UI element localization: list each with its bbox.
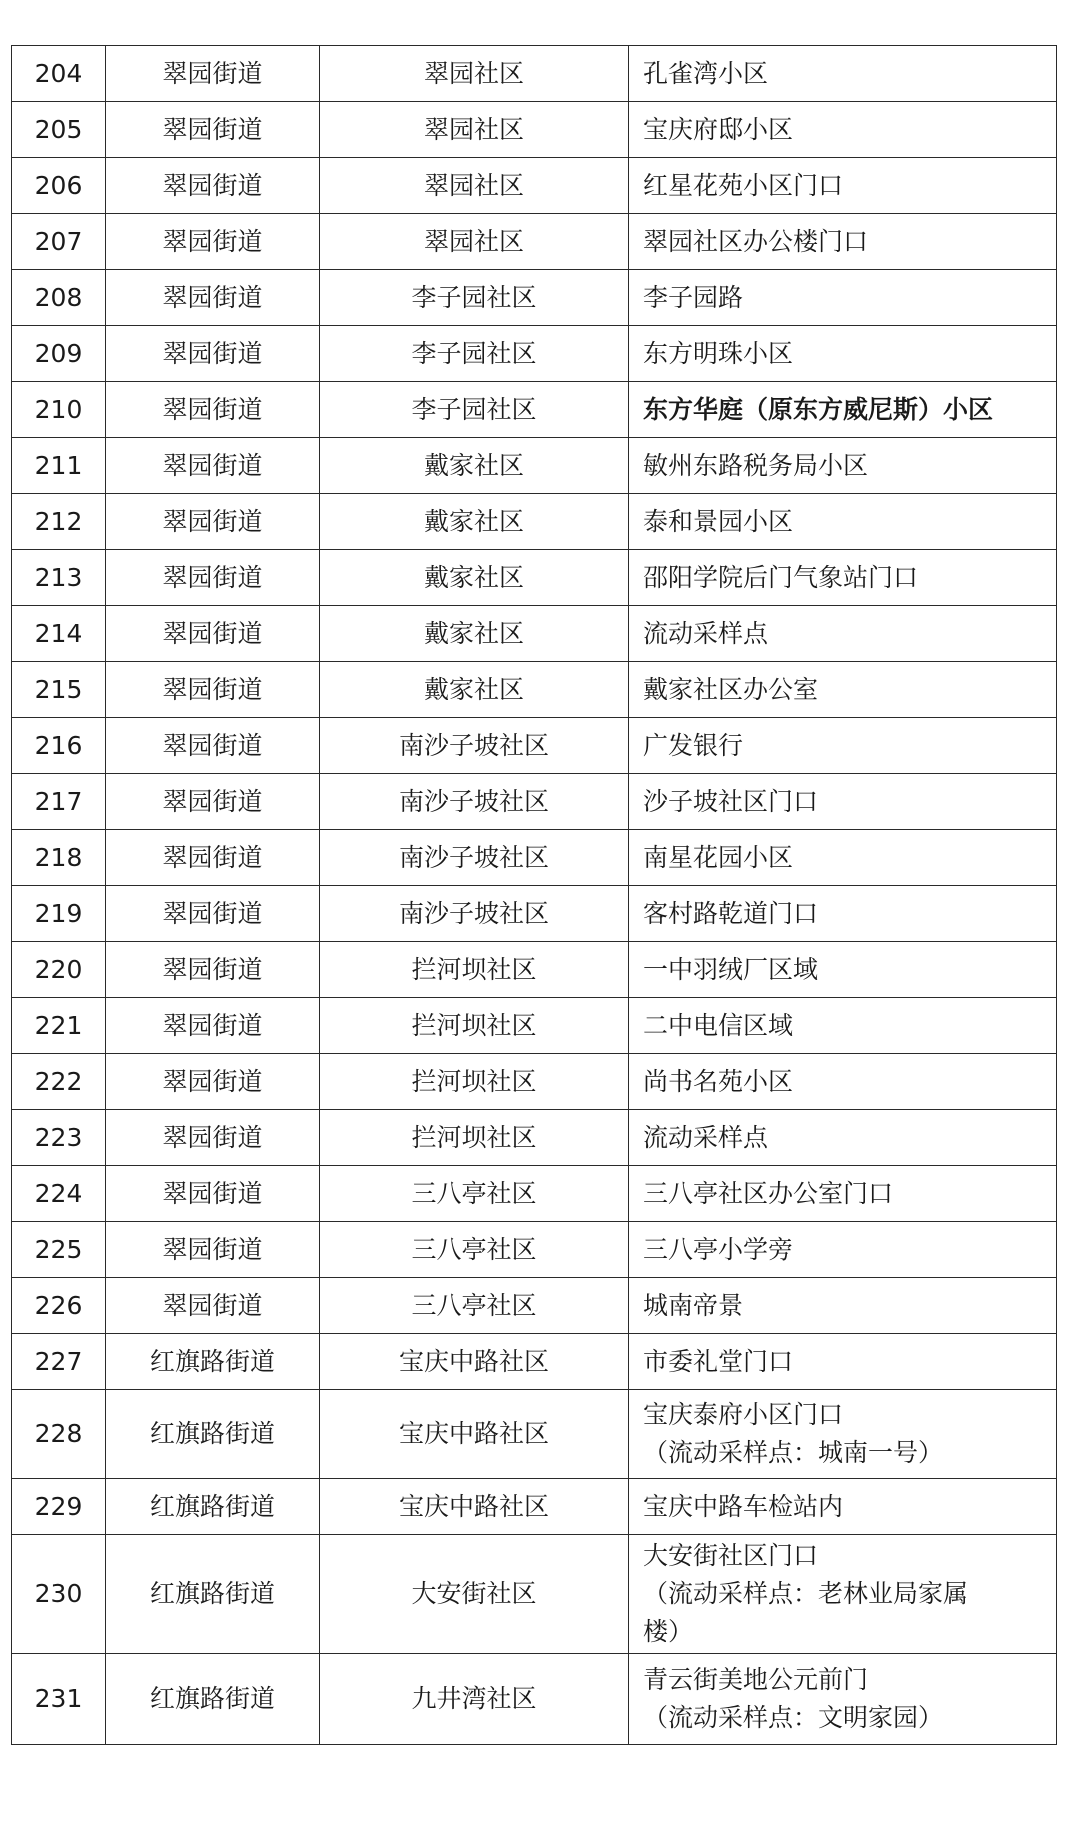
street-cell: 翠园街道 <box>106 942 320 998</box>
community-cell: 李子园社区 <box>320 270 629 326</box>
table-row <box>12 830 1057 886</box>
community-cell: 李子园社区 <box>320 382 629 438</box>
row-number-cell: 222 <box>12 1054 106 1110</box>
community-cell: 拦河坝社区 <box>320 1110 629 1166</box>
sampling-site-cell <box>629 1278 1057 1334</box>
street-cell: 翠园街道 <box>106 550 320 606</box>
table-row <box>12 1054 1057 1110</box>
sampling-site-table <box>11 45 1057 1745</box>
street-cell: 红旗路街道 <box>106 1654 320 1745</box>
row-number-cell: 204 <box>12 46 106 102</box>
community-cell: 宝庆中路社区 <box>320 1479 629 1535</box>
row-number-cell: 212 <box>12 494 106 550</box>
street-cell: 翠园街道 <box>106 158 320 214</box>
sampling-site-line: 流动采样点 <box>643 618 769 648</box>
sampling-site-line: 三八亭社区办公室门口 <box>643 1178 894 1208</box>
row-number-cell: 216 <box>12 718 106 774</box>
street-cell: 翠园街道 <box>106 382 320 438</box>
row-number-cell: 218 <box>12 830 106 886</box>
sampling-site-cell <box>629 214 1057 270</box>
community-cell: 李子园社区 <box>320 326 629 382</box>
table-row <box>12 550 1057 606</box>
community-cell: 戴家社区 <box>320 662 629 718</box>
community-cell: 拦河坝社区 <box>320 942 629 998</box>
row-number-cell: 217 <box>12 774 106 830</box>
table-row <box>12 1110 1057 1166</box>
sampling-site-line: 城南帝景 <box>643 1290 744 1320</box>
table-row <box>12 718 1057 774</box>
row-number-cell: 214 <box>12 606 106 662</box>
community-cell: 南沙子坡社区 <box>320 718 629 774</box>
row-number-cell: 213 <box>12 550 106 606</box>
street-cell: 翠园街道 <box>106 1166 320 1222</box>
sampling-site-cell <box>629 550 1057 606</box>
street-cell: 翠园街道 <box>106 102 320 158</box>
sampling-site-cell <box>629 1479 1057 1535</box>
community-cell: 翠园社区 <box>320 102 629 158</box>
community-cell: 南沙子坡社区 <box>320 830 629 886</box>
row-number-cell: 209 <box>12 326 106 382</box>
sampling-site-cell <box>629 382 1057 438</box>
community-cell: 戴家社区 <box>320 550 629 606</box>
row-number-cell: 230 <box>12 1535 106 1654</box>
community-cell: 三八亭社区 <box>320 1278 629 1334</box>
community-cell: 戴家社区 <box>320 606 629 662</box>
sampling-site-cell <box>629 1535 1057 1654</box>
street-cell: 翠园街道 <box>106 606 320 662</box>
sampling-site-cell <box>629 158 1057 214</box>
sampling-site-line: 楼） <box>643 1617 694 1646</box>
community-cell: 大安街社区 <box>320 1535 629 1654</box>
table-row <box>12 998 1057 1054</box>
row-number-cell: 229 <box>12 1479 106 1535</box>
community-cell: 拦河坝社区 <box>320 1054 629 1110</box>
community-cell: 南沙子坡社区 <box>320 886 629 942</box>
sampling-site-line: （流动采样点：老林业局家属 <box>643 1579 969 1608</box>
sampling-site-cell <box>629 1166 1057 1222</box>
sampling-site-cell <box>629 1654 1057 1745</box>
sampling-site-cell <box>629 662 1057 718</box>
street-cell: 翠园街道 <box>106 886 320 942</box>
sampling-site-cell <box>629 942 1057 998</box>
row-number-cell: 226 <box>12 1278 106 1334</box>
table-row <box>12 1166 1057 1222</box>
row-number-cell: 231 <box>12 1654 106 1745</box>
sampling-site-cell <box>629 998 1057 1054</box>
table-row <box>12 438 1057 494</box>
table-row <box>12 1334 1057 1390</box>
sampling-site-line: 东方华庭（原东方威尼斯）小区 <box>643 394 994 424</box>
sampling-site-cell <box>629 606 1057 662</box>
table-row <box>12 662 1057 718</box>
sampling-site-cell <box>629 102 1057 158</box>
sampling-site-line: 戴家社区办公室 <box>643 674 819 704</box>
table-row <box>12 942 1057 998</box>
row-number-cell: 228 <box>12 1390 106 1479</box>
row-number-cell: 219 <box>12 886 106 942</box>
street-cell: 翠园街道 <box>106 214 320 270</box>
table-row <box>12 46 1057 102</box>
sampling-site-cell <box>629 830 1057 886</box>
street-cell: 翠园街道 <box>106 1222 320 1278</box>
sampling-site-cell <box>629 1110 1057 1166</box>
sampling-site-cell <box>629 718 1057 774</box>
table-row <box>12 606 1057 662</box>
row-number-cell: 206 <box>12 158 106 214</box>
table-row <box>12 1390 1057 1479</box>
sampling-site-line: （流动采样点：城南一号） <box>643 1438 944 1467</box>
sampling-site-line: 翠园社区办公楼门口 <box>643 226 869 256</box>
sampling-site-line: 尚书名苑小区 <box>643 1066 794 1096</box>
sampling-site-line: 三八亭小学旁 <box>643 1234 794 1264</box>
sampling-site-cell <box>629 46 1057 102</box>
community-cell: 九井湾社区 <box>320 1654 629 1745</box>
street-cell: 翠园街道 <box>106 438 320 494</box>
sampling-site-line: 流动采样点 <box>643 1122 769 1152</box>
community-cell: 戴家社区 <box>320 438 629 494</box>
row-number-cell: 208 <box>12 270 106 326</box>
sampling-site-line: 敏州东路税务局小区 <box>643 450 869 480</box>
table-row <box>12 326 1057 382</box>
community-cell: 翠园社区 <box>320 46 629 102</box>
community-cell: 南沙子坡社区 <box>320 774 629 830</box>
community-cell: 宝庆中路社区 <box>320 1390 629 1479</box>
street-cell: 翠园街道 <box>106 718 320 774</box>
sampling-site-line: 李子园路 <box>643 282 744 312</box>
sampling-site-line: 宝庆中路车检站内 <box>643 1491 844 1521</box>
row-number-cell: 211 <box>12 438 106 494</box>
table-row <box>12 1479 1057 1535</box>
sampling-site-line: 一中羽绒厂区域 <box>643 954 819 984</box>
row-number-cell: 215 <box>12 662 106 718</box>
community-cell: 翠园社区 <box>320 158 629 214</box>
sampling-site-line: 邵阳学院后门气象站门口 <box>643 562 919 592</box>
street-cell: 翠园街道 <box>106 1110 320 1166</box>
street-cell: 红旗路街道 <box>106 1535 320 1654</box>
table-row <box>12 102 1057 158</box>
street-cell: 翠园街道 <box>106 494 320 550</box>
sampling-site-line: 孔雀湾小区 <box>643 58 769 88</box>
table-row <box>12 1654 1057 1745</box>
table-row <box>12 270 1057 326</box>
community-cell: 戴家社区 <box>320 494 629 550</box>
sampling-site-line: 宝庆府邸小区 <box>643 114 794 144</box>
table-row <box>12 774 1057 830</box>
table-row <box>12 382 1057 438</box>
street-cell: 红旗路街道 <box>106 1479 320 1535</box>
sampling-site-cell <box>629 326 1057 382</box>
sampling-site-cell <box>629 1334 1057 1390</box>
sampling-site-line: 青云街美地公元前门 <box>643 1665 869 1694</box>
row-number-cell: 224 <box>12 1166 106 1222</box>
street-cell: 翠园街道 <box>106 270 320 326</box>
sampling-site-line: （流动采样点：文明家园） <box>643 1703 944 1732</box>
sampling-site-line: 二中电信区域 <box>643 1010 794 1040</box>
row-number-cell: 207 <box>12 214 106 270</box>
sampling-site-cell <box>629 1222 1057 1278</box>
row-number-cell: 223 <box>12 1110 106 1166</box>
row-number-cell: 205 <box>12 102 106 158</box>
sampling-site-line: 广发银行 <box>643 730 744 760</box>
sampling-site-line: 客村路乾道门口 <box>643 898 819 928</box>
sampling-site-cell <box>629 494 1057 550</box>
table-row <box>12 214 1057 270</box>
street-cell: 翠园街道 <box>106 774 320 830</box>
street-cell: 翠园街道 <box>106 830 320 886</box>
sampling-site-line: 东方明珠小区 <box>643 338 794 368</box>
street-cell: 翠园街道 <box>106 662 320 718</box>
street-cell: 翠园街道 <box>106 46 320 102</box>
sampling-site-line: 沙子坡社区门口 <box>643 786 819 816</box>
sampling-site-line: 南星花园小区 <box>643 842 794 872</box>
sampling-site-cell <box>629 1054 1057 1110</box>
community-cell: 三八亭社区 <box>320 1166 629 1222</box>
sampling-site-line: 大安街社区门口 <box>643 1541 819 1570</box>
sampling-site-line: 红星花苑小区门口 <box>643 170 844 200</box>
community-cell: 拦河坝社区 <box>320 998 629 1054</box>
sampling-site-line: 市委礼堂门口 <box>643 1346 794 1376</box>
community-cell: 翠园社区 <box>320 214 629 270</box>
street-cell: 翠园街道 <box>106 998 320 1054</box>
street-cell: 翠园街道 <box>106 1278 320 1334</box>
table-row <box>12 1535 1057 1654</box>
sampling-site-cell <box>629 270 1057 326</box>
sampling-site-cell <box>629 438 1057 494</box>
sampling-site-cell <box>629 774 1057 830</box>
community-cell: 三八亭社区 <box>320 1222 629 1278</box>
table-row <box>12 1278 1057 1334</box>
street-cell: 翠园街道 <box>106 326 320 382</box>
sampling-site-line: 宝庆泰府小区门口 <box>643 1400 844 1429</box>
street-cell: 红旗路街道 <box>106 1390 320 1479</box>
sampling-site-cell <box>629 886 1057 942</box>
sampling-site-line: 泰和景园小区 <box>643 506 794 536</box>
row-number-cell: 227 <box>12 1334 106 1390</box>
sampling-site-cell <box>629 1390 1057 1479</box>
row-number-cell: 221 <box>12 998 106 1054</box>
street-cell: 翠园街道 <box>106 1054 320 1110</box>
row-number-cell: 220 <box>12 942 106 998</box>
row-number-cell: 225 <box>12 1222 106 1278</box>
table-row <box>12 158 1057 214</box>
table-row <box>12 1222 1057 1278</box>
table-row <box>12 886 1057 942</box>
street-cell: 红旗路街道 <box>106 1334 320 1390</box>
row-number-cell: 210 <box>12 382 106 438</box>
table-body <box>12 46 1057 1745</box>
community-cell: 宝庆中路社区 <box>320 1334 629 1390</box>
table-row <box>12 494 1057 550</box>
